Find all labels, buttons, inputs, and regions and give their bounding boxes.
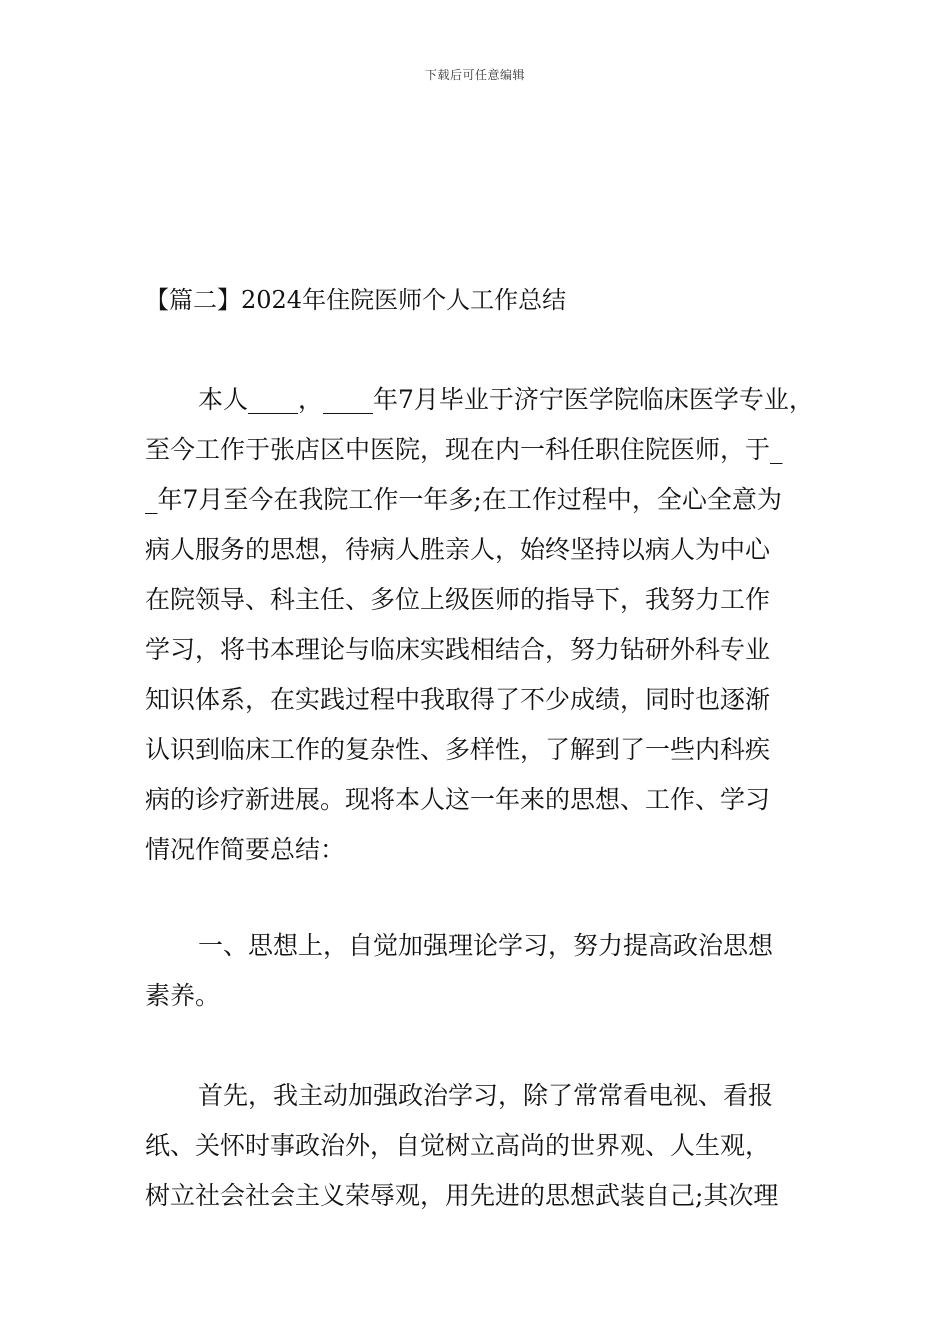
paragraph-line: 病人服务的思想，待病人胜亲人，始终坚持以病人为中心: [145, 535, 771, 564]
paragraph-line: 病的诊疗新进展。现将本人这一年来的思想、工作、学习: [145, 785, 771, 814]
paragraph-line: 本人____，____年7月毕业于济宁医学院临床医学专业，: [198, 385, 814, 414]
paragraph-line: 首先，我主动加强政治学习，除了常常看电视、看报: [198, 1081, 774, 1110]
paragraph-line: 树立社会社会主义荣辱观，用先进的思想武装自己;其次理: [145, 1181, 779, 1210]
paragraph-line: _年7月至今在我院工作一年多;在工作过程中，全心全意为: [145, 485, 782, 514]
paragraph-line: 在院领导、科主任、多位上级医师的指导下，我努力工作: [145, 585, 771, 614]
heading-line: 一、思想上，自觉加强理论学习，努力提高政治思想: [198, 931, 774, 960]
paragraph-line: 认识到临床工作的复杂性、多样性，了解到了一些内科疾: [145, 735, 771, 764]
paragraph-line: 纸、关怀时事政治外，自觉树立高尚的世界观、人生观，: [145, 1131, 771, 1160]
paragraph-line: 知识体系，在实践过程中我取得了不少成绩，同时也逐渐: [145, 685, 771, 714]
header-note: 下载后可任意编辑: [424, 68, 525, 82]
paragraph-line: 情况作简要总结：: [145, 835, 346, 864]
document-title: 【篇二】2024年住院医师个人工作总结: [145, 286, 567, 314]
heading-line: 素养。: [145, 981, 221, 1010]
paragraph-line: 学习，将书本理论与临床实践相结合，努力钻研外科专业: [145, 635, 771, 664]
paragraph-line: 至今工作于张店区中医院，现在内一科任职住院医师，于_: [145, 435, 783, 464]
